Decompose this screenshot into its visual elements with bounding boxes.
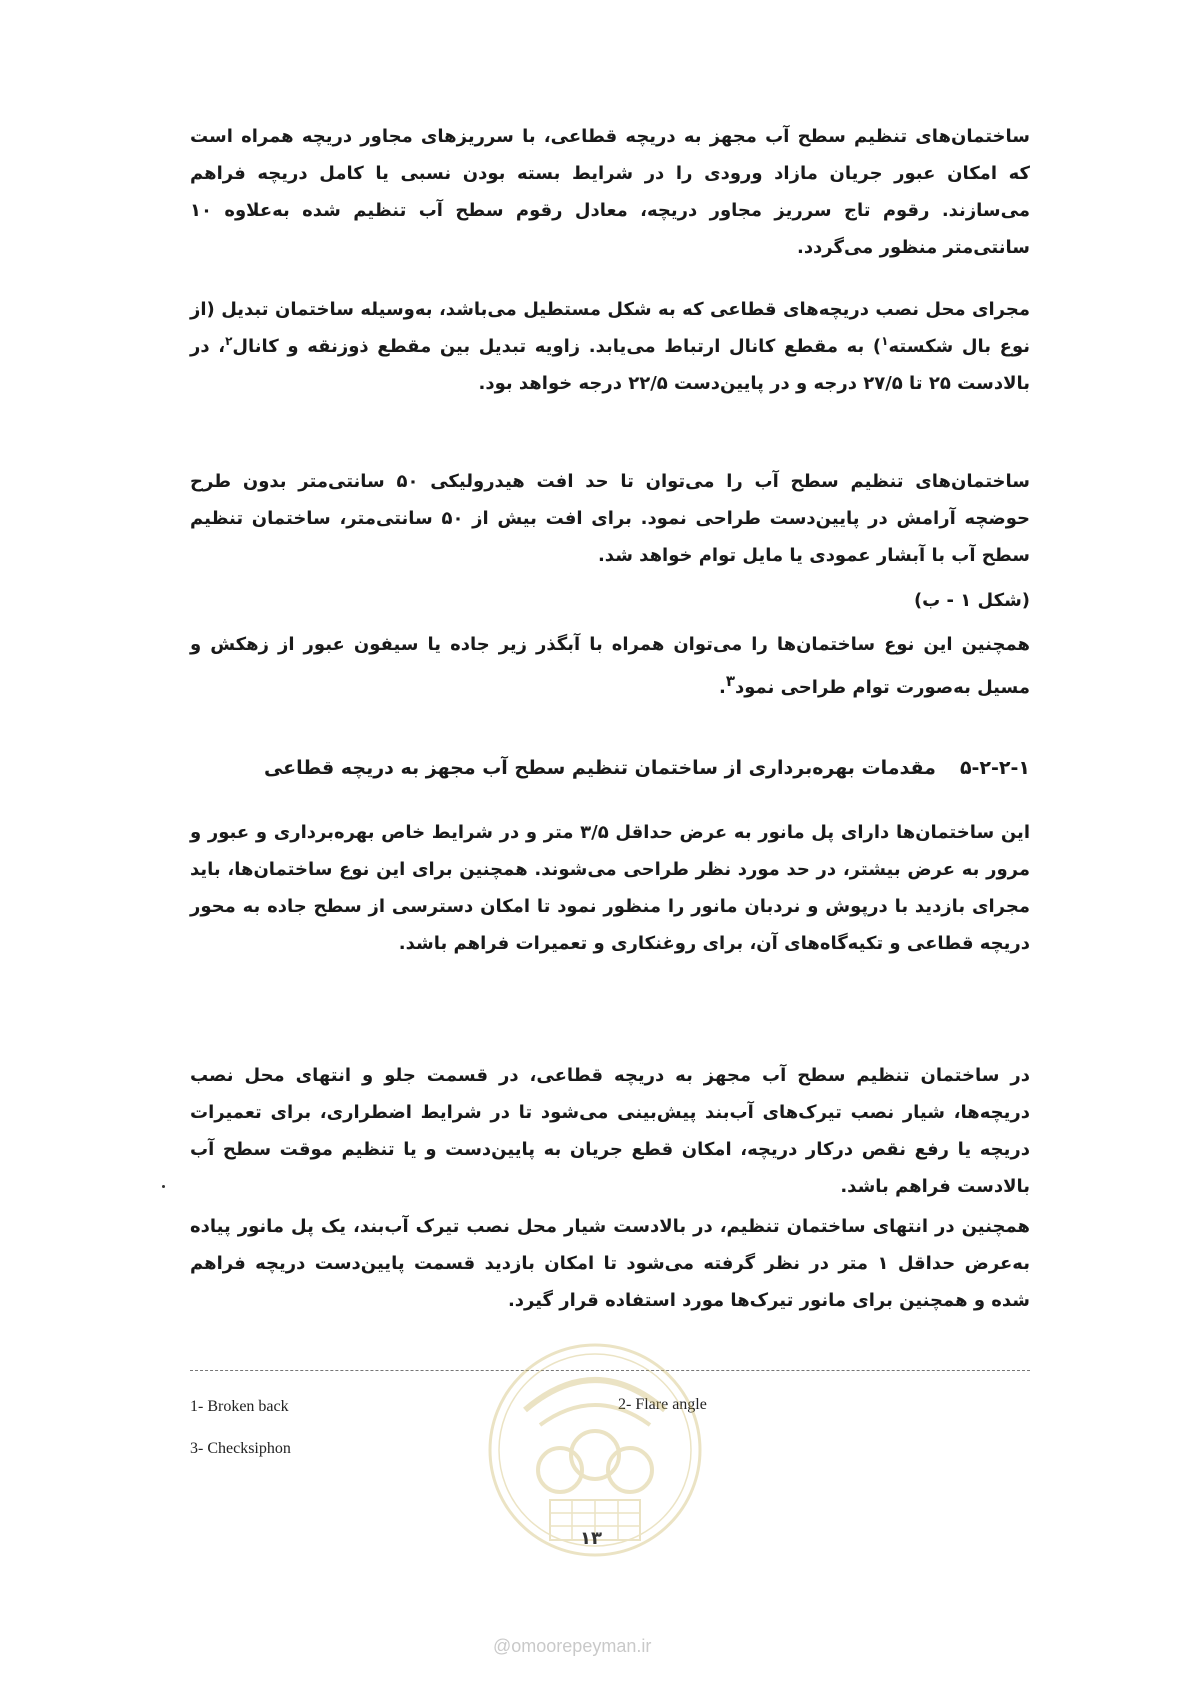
paragraph-text: همچنین این نوع ساختمان‌ها را می‌توان همراه با آبگذر زیر جاده یا سیفون عبور از زهکش و مسیل به‌صورت توام طراحی نمود: [190, 634, 1030, 698]
footnote-2: 2- Flare angle: [618, 1396, 707, 1413]
footnote-1: 1- Broken back: [190, 1398, 289, 1415]
paragraph-text: ، در بالادست ۲۵ تا ۲۷/۵ درجه و در پایین‌دست ۲۲/۵ درجه خواهد بود.: [190, 336, 1030, 394]
paragraph-pedestrian-bridge: همچنین در انتهای ساختمان تنظیم، در بالادست شیار محل نصب تیرک آب‌بند، یک پل مانور پیاده به‌عرض حداقل ۱ متر در نظر گرفته می‌شود تا امکان بازدید قسمت پایین‌دست دریچه فراهم شده و همچنین برای مانور تیرک‌ها مورد استفاده قرار گیرد.: [190, 1216, 1030, 1311]
figure-reference: (شکل ۱ - ب): [913, 590, 1030, 611]
section-title: مقدمات بهره‌برداری از ساختمان تنظیم سطح آب مجهز به دریچه قطاعی: [263, 757, 936, 779]
watermark-site: @omoorepeyman.ir: [493, 1636, 652, 1656]
paragraph-text: ) به مقطع کانال ارتباط می‌یابد. زاویه تبدیل بین مقطع ذوزنقه و کانال: [232, 336, 882, 357]
footnote-ref-2: ۲: [225, 334, 233, 348]
paragraph-text: مجرای محل نصب دریچه‌های قطاعی که به شکل مستطیل می‌باشد، به‌وسیله ساختمان تبدیل (از نوع بال شکسته: [190, 299, 1030, 357]
section-number: ۵-۲-۲-۱: [959, 757, 1030, 779]
section-heading: [190, 757, 1030, 779]
paragraph-transition-structure: [190, 291, 1030, 402]
footnote-ref-1: ۱: [881, 334, 889, 348]
page-number: ۱۳: [580, 1528, 602, 1549]
paragraph-maneuver-bridge: این ساختمان‌ها دارای پل مانور به عرض حداقل ۳/۵ متر و در شرایط خاص بهره‌برداری و عبور و مرور به عرض بیشتر، در حد مورد نظر طراحی می‌شوند. همچنین برای این نوع ساختمان‌ها، باید مجرای بازدید با درپوش و نردبان مانور را منظور نمود تا امکان دسترسی از سطح جاده به محور دریچه قطاعی و تکیه‌گاه‌های آن، برای روغنکاری و تعمیرات فراهم باشد.: [190, 822, 1030, 954]
paragraph-hydraulic-drop: ساختمان‌های تنظیم سطح آب را می‌توان تا حد افت هیدرولیکی ۵۰ سانتی‌متر بدون طرح حوضچه آرامش در پایین‌دست طراحی نمود. برای افت بیش از ۵۰ سانتی‌متر، ساختمان تنظیم سطح آب با آبشار عمودی یا مایل توام خواهد شد.: [190, 471, 1030, 566]
paragraph-stoplog-groove: در ساختمان تنظیم سطح آب مجهز به دریچه قطاعی، در قسمت جلو و انتهای محل نصب دریچه‌ها، شیار نصب تیرک‌های آب‌بند پیش‌بینی می‌شود تا در شرایط اضطراری، برای تعمیرات دریچه یا رفع نقص درکار دریچه، امکان قطع جریان به پایین‌دست و یا تنظیم موقت سطح آب بالادست فراهم باشد.: [190, 1065, 1030, 1197]
footnote-3: 3- Checksiphon: [190, 1440, 291, 1457]
scan-speck: [162, 1185, 165, 1188]
paragraph-gate-overflow: ساختمان‌های تنظیم سطح آب مجهز به دریچه قطاعی، با سرریزهای مجاور دریچه همراه است که امکان عبور جریان مازاد ورودی را در شرایط بسته بودن نسبی یا کامل دریچه فراهم می‌سازند. رقوم تاج سرریز مجاور دریچه، معادل رقوم سطح آب تنظیم شده به‌علاوه ۱۰ سانتی‌متر منظور می‌گردد.: [190, 126, 1030, 258]
footnote-ref-3: ۳: [725, 672, 735, 690]
watermark-logo-icon: [480, 1330, 710, 1590]
paragraph-text: .: [718, 677, 726, 698]
paragraph-combined-design: [190, 626, 1030, 706]
